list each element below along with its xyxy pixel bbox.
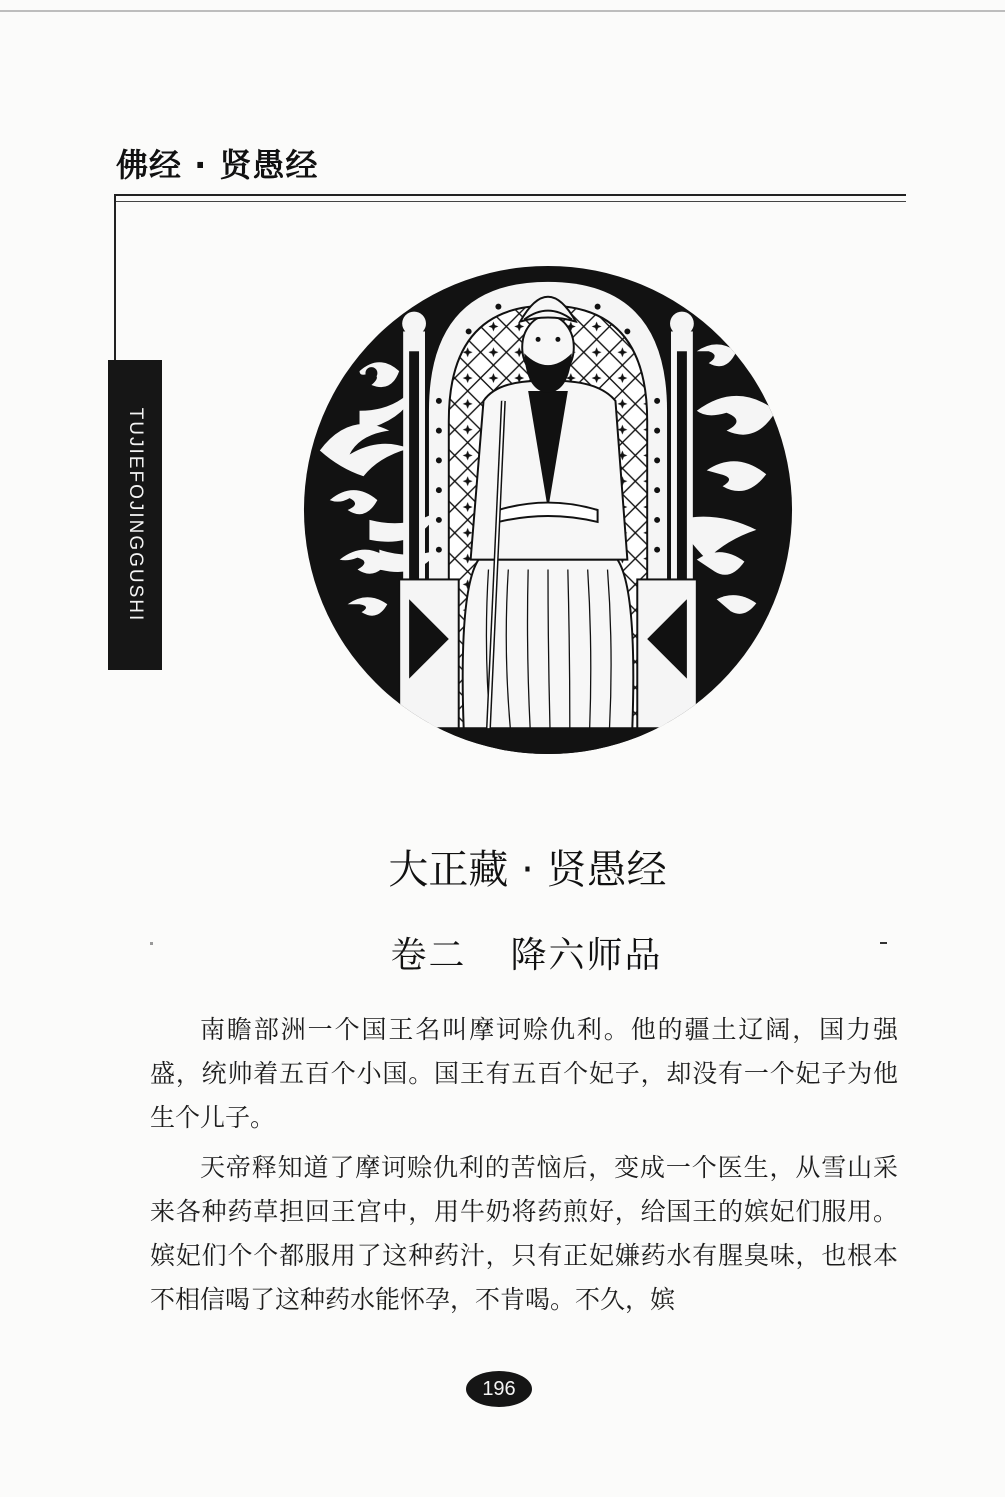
page-number-badge [466,1371,532,1407]
side-tab [108,360,162,670]
scan-speck [150,942,153,945]
main-title: 大正藏 · 贤愚经 [388,847,667,893]
header-rule-thin [114,201,906,202]
chapter-heading [0,927,1005,978]
body-text [150,1008,898,1328]
chapter-volume: 卷二 [390,935,467,976]
paragraph: 天帝释知道了摩诃赊仇利的苦恼后，变成一个医生，从雪山采来各种药草担回王宫中，用牛奶将药煎好，给国王的嫔妃们服用。嫔妃们个个都服用了这种药汁，只有正妃嫌药水有腥臭味，也根本不相信喝了这种药水能怀孕，不肯喝。不久，嫔 [150,1153,898,1314]
page-number: 196 [482,1377,516,1400]
chapter-name: 降六师品 [510,935,663,976]
scan-edge-line [0,10,1005,12]
scan-speck [880,942,887,944]
side-rule [114,194,116,360]
running-header-title: 佛经 · 贤愚经 [116,146,319,184]
header-rule [114,194,906,196]
king-throne-illustration [300,262,796,758]
paragraph: 南瞻部洲一个国王名叫摩诃赊仇利。他的疆土辽阔，国力强盛，统帅着五百个小国。国王有五百个妃子，却没有一个妃子为他生个儿子。 [150,1015,898,1132]
side-tab-label: TUJIEFOJINGGUSHI [125,407,146,623]
